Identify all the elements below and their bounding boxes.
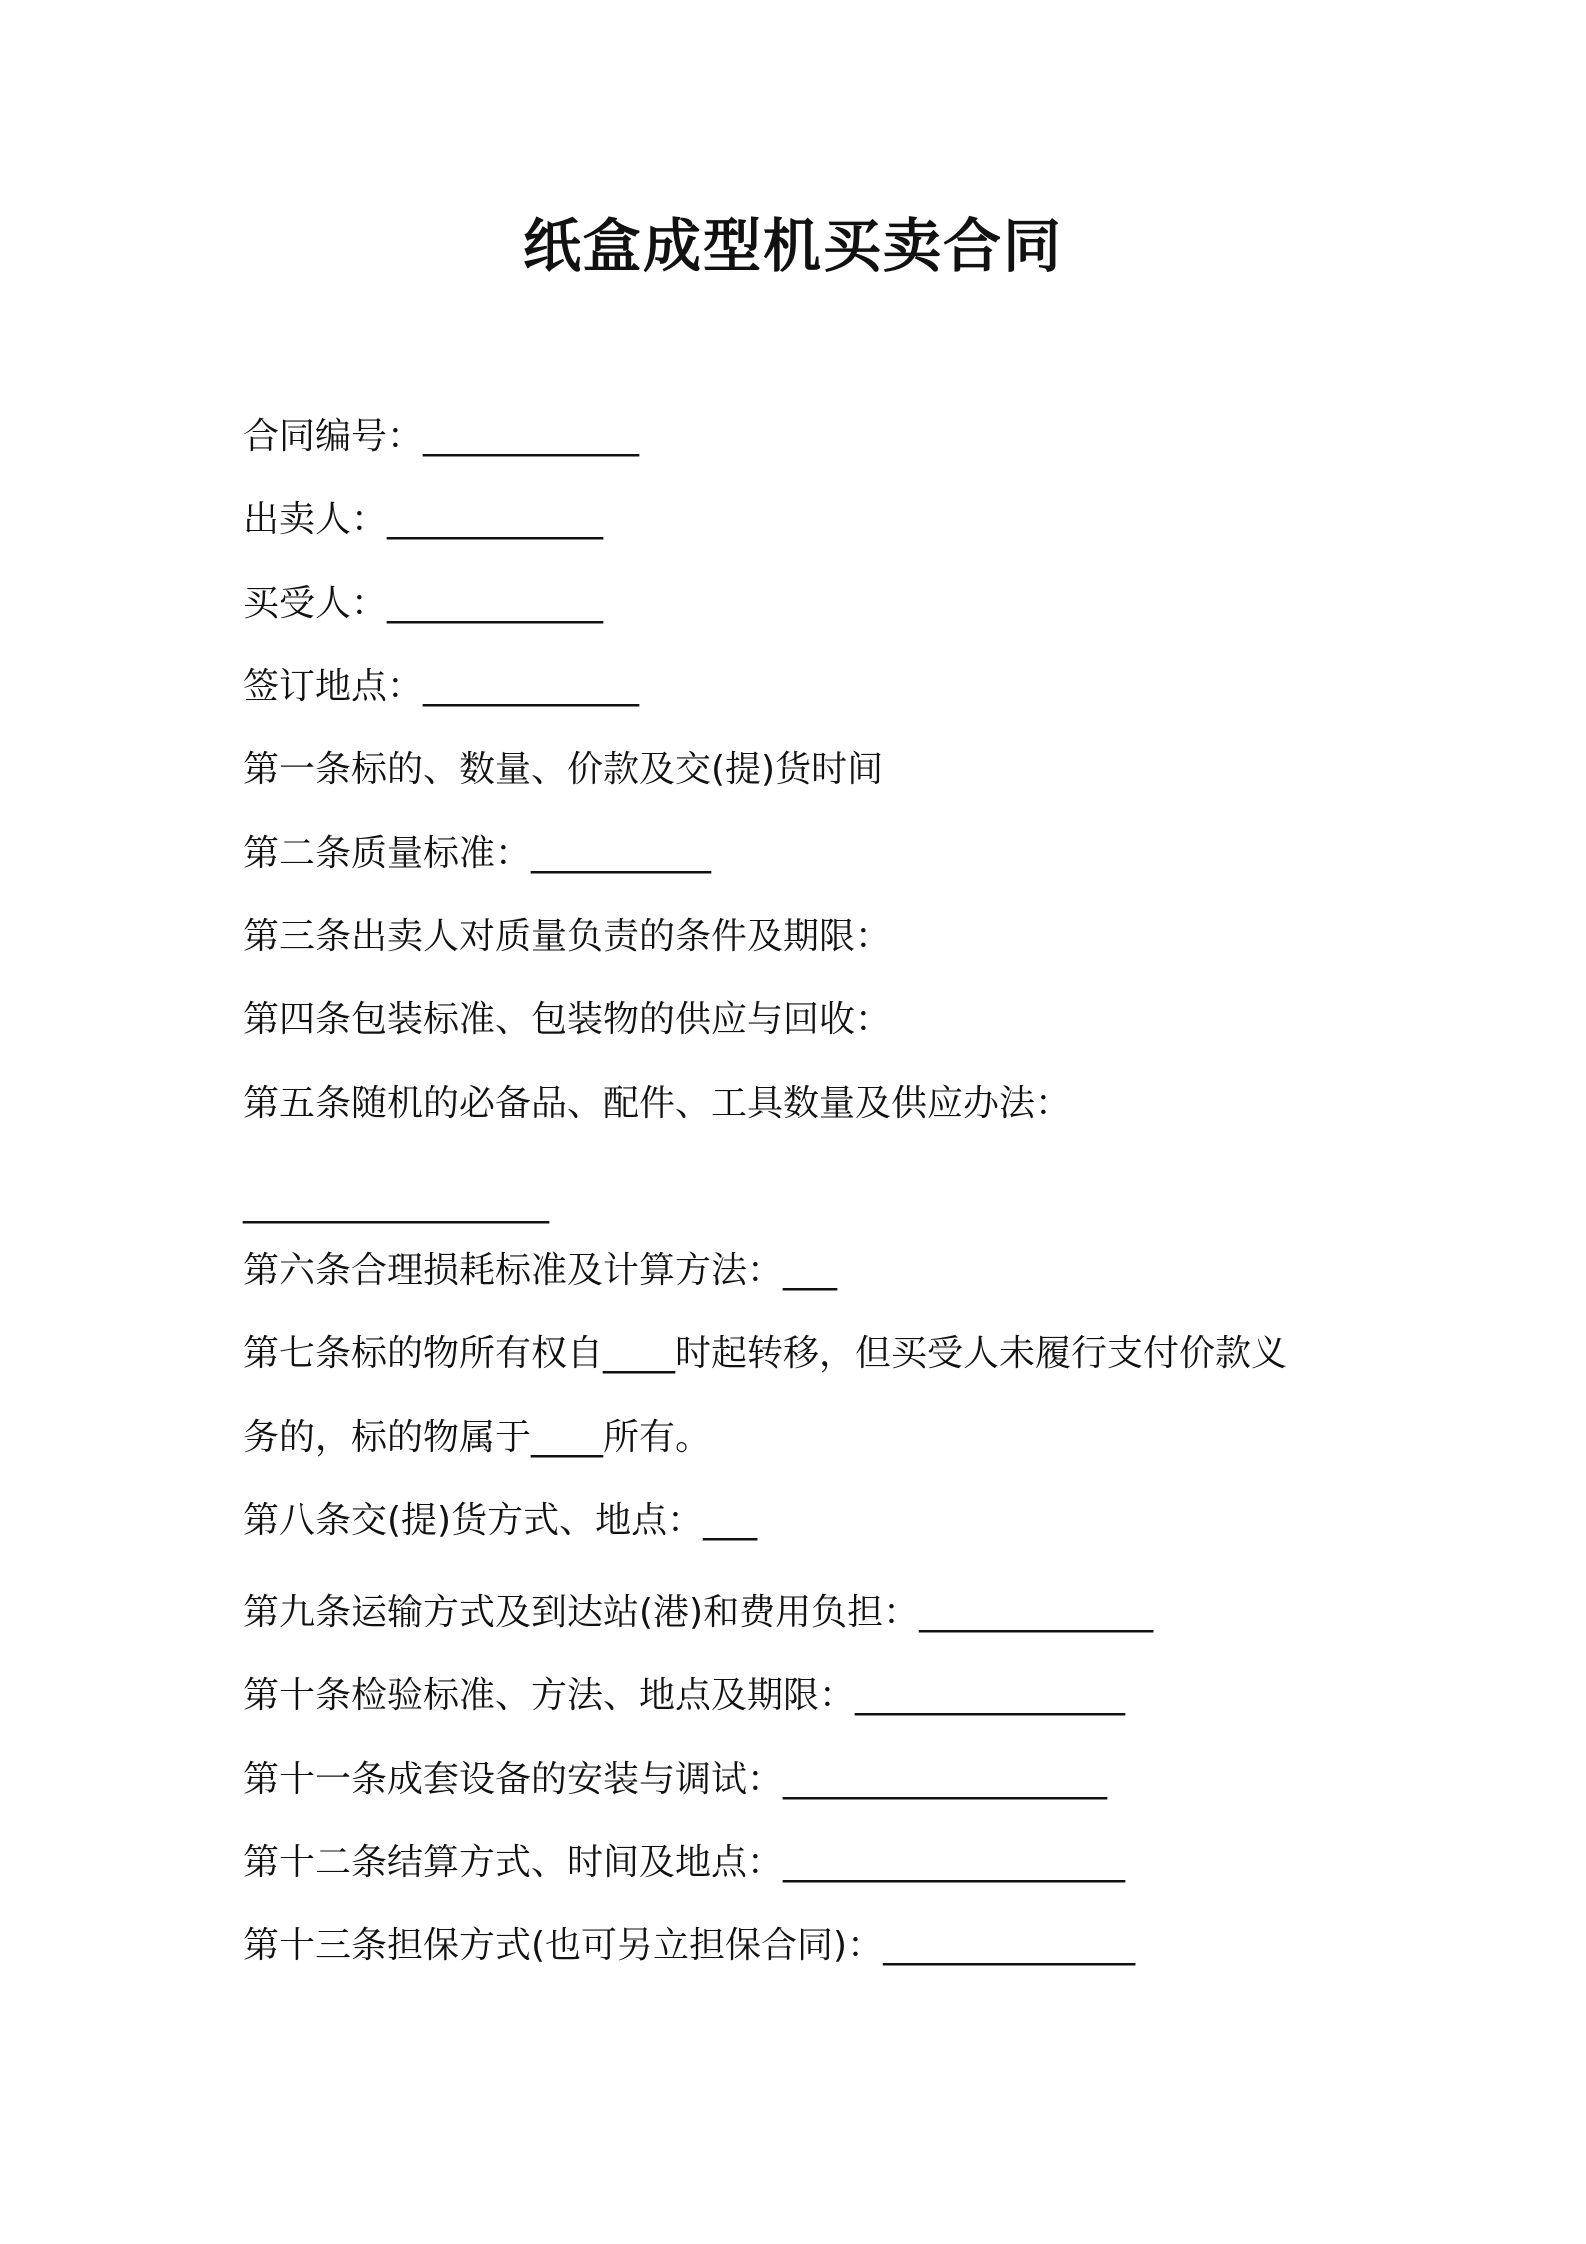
- seller-line: 出卖人：____________: [243, 499, 604, 540]
- clause-10: 第十条检验标准、方法、地点及期限：_______________: [243, 1675, 1126, 1716]
- clause-5: 第五条随机的必备品、配件、工具数量及供应办法：: [243, 1083, 1072, 1124]
- clause-5-blank: _________________: [243, 1183, 549, 1224]
- document-title: 纸盒成型机买卖合同: [522, 212, 1063, 280]
- clause-12: 第十二条结算方式、时间及地点：___________________: [243, 1842, 1126, 1883]
- contract-number-line: 合同编号：____________: [243, 416, 640, 457]
- clause-1: 第一条标的、数量、价款及交(提)货时间: [243, 749, 884, 790]
- signing-place-line: 签订地点：____________: [243, 666, 640, 707]
- clause-6: 第六条合理损耗标准及计算方法：___: [243, 1250, 838, 1291]
- clause-4: 第四条包装标准、包装物的供应与回收：: [243, 999, 892, 1040]
- buyer-line: 买受人：____________: [243, 583, 604, 624]
- clause-2: 第二条质量标准：__________: [243, 833, 712, 874]
- clause-3: 第三条出卖人对质量负责的条件及期限：: [243, 916, 892, 957]
- clause-8: 第八条交(提)货方式、地点：___: [243, 1500, 758, 1541]
- clause-11: 第十一条成套设备的安装与调试：__________________: [243, 1759, 1108, 1800]
- clause-7-line-2: 务的，标的物属于____所有。: [243, 1417, 712, 1458]
- clause-7-line-1: 第七条标的物所有权自____时起转移，但买受人未履行支付价款义: [243, 1333, 1288, 1374]
- clause-13: 第十三条担保方式(也可另立担保合同)：______________: [243, 1925, 1136, 1966]
- clause-9: 第九条运输方式及到达站(港)和费用负担：_____________: [243, 1592, 1154, 1633]
